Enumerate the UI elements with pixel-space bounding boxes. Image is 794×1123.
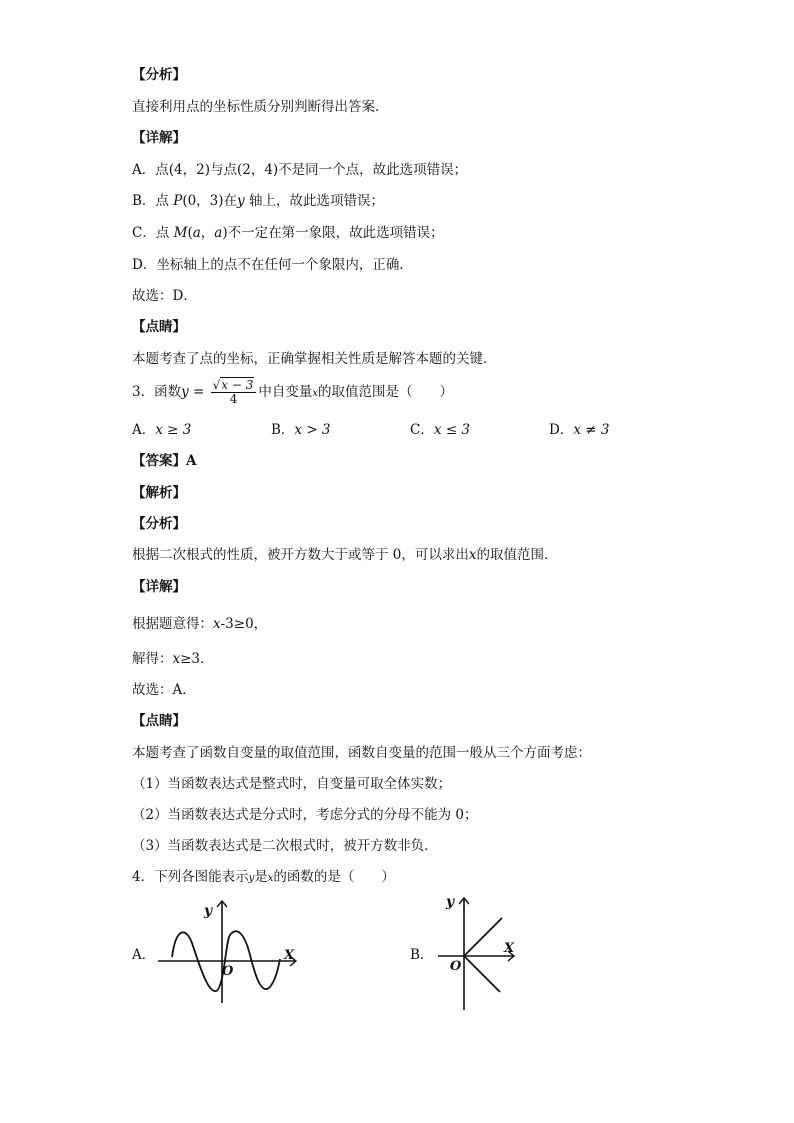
analysis-text-2 bbox=[132, 546, 558, 564]
text: B．点 bbox=[132, 193, 174, 209]
option-value: x ≠ 3 bbox=[573, 422, 610, 438]
text: (0，3)在 bbox=[182, 193, 238, 209]
remark-summary: 本题考查了函数自变量的取值范围，函数自变量的范围一般从三个方面考虑： bbox=[132, 745, 591, 761]
remark-point-3: （3）当函数表达式是二次根式时，被开方数非负． bbox=[132, 838, 438, 854]
option-b[interactable] bbox=[271, 421, 331, 439]
option-value: x > 3 bbox=[294, 422, 331, 438]
option-d[interactable] bbox=[549, 421, 609, 439]
option-a[interactable] bbox=[132, 421, 191, 439]
var-y: y bbox=[248, 873, 255, 884]
option-label: D． bbox=[549, 422, 574, 438]
origin-label: O bbox=[222, 964, 234, 979]
option-label: C． bbox=[410, 422, 434, 438]
equals: = bbox=[188, 384, 209, 400]
upper-ray bbox=[464, 918, 502, 956]
remark-text: 本题考查了点的坐标，正确掌握相关性质是解答本题的关键． bbox=[132, 351, 497, 367]
text: C．点 bbox=[132, 225, 174, 241]
text: 轴上，故此选项错误； bbox=[244, 193, 384, 209]
text: 解得： bbox=[132, 651, 173, 667]
heading-analysis: 【分析】 bbox=[132, 67, 186, 83]
figure-a-label[interactable]: A． bbox=[132, 947, 156, 963]
detail-option-c bbox=[132, 224, 444, 242]
text: 4．下列各图能表示 bbox=[132, 869, 249, 885]
var-y: y bbox=[237, 193, 245, 209]
question-4 bbox=[132, 868, 395, 888]
var-x: x bbox=[468, 547, 477, 563]
option-value: x ≤ 3 bbox=[433, 422, 470, 438]
var-y: y bbox=[181, 384, 189, 400]
text: 中自变量 bbox=[258, 384, 313, 400]
origin-label: O bbox=[450, 959, 462, 974]
text: )不一定在第一象限，故此选项错误； bbox=[222, 225, 444, 241]
answer: 【答案】A bbox=[132, 453, 197, 469]
y-axis-label: y bbox=[446, 894, 455, 910]
text: ≥3． bbox=[180, 651, 214, 667]
figure-b-label[interactable]: B． bbox=[410, 947, 434, 963]
var-p: P bbox=[173, 193, 183, 209]
heading-solution: 【解析】 bbox=[132, 485, 186, 501]
detail-option-d: D．坐标轴上的点不在任何一个象限内，正确． bbox=[132, 257, 413, 273]
text: 根据二次根式的性质，被开方数大于或等于 0，可以求出 bbox=[132, 547, 469, 563]
remark-point-1: （1）当函数表达式是整式时，自变量可取全体实数； bbox=[132, 776, 452, 792]
var-x: x bbox=[312, 388, 319, 399]
detail-solution bbox=[132, 650, 214, 668]
option-label: B． bbox=[271, 422, 295, 438]
analysis-text: 直接利用点的坐标性质分别判断得出答案． bbox=[132, 99, 389, 115]
option-label: A． bbox=[132, 422, 156, 438]
text: 的取值范围是（ ） bbox=[318, 384, 454, 400]
var-x: x bbox=[172, 651, 181, 667]
text: 3．函数 bbox=[132, 384, 182, 400]
text: 根据题意得： bbox=[132, 616, 213, 632]
heading-remark-2: 【点睛】 bbox=[132, 713, 186, 729]
heading-detail: 【详解】 bbox=[132, 130, 186, 146]
text: 的函数的是（ ） bbox=[273, 869, 395, 885]
var-x: x bbox=[213, 616, 221, 632]
heading-analysis-2: 【分析】 bbox=[132, 516, 186, 532]
denominator: 4 bbox=[229, 392, 238, 406]
lower-ray bbox=[464, 956, 500, 992]
radicand: x − 3 bbox=[221, 378, 254, 392]
var-m: M bbox=[173, 225, 188, 241]
y-axis-label: y bbox=[204, 903, 213, 919]
text: ， bbox=[200, 225, 215, 241]
text: ( bbox=[187, 225, 193, 241]
option-c[interactable] bbox=[410, 421, 470, 439]
question-3 bbox=[132, 374, 453, 412]
numerator: √x − 3 bbox=[211, 379, 257, 393]
conclusion: 故选：D． bbox=[132, 288, 197, 304]
var-x: x bbox=[267, 873, 274, 884]
option-value: x ≥ 3 bbox=[155, 422, 192, 438]
detail-option-b bbox=[132, 192, 384, 210]
heading-detail-2: 【详解】 bbox=[132, 579, 186, 595]
remark-point-2: （2）当函数表达式是分式时，考虑分式的分母不能为 0； bbox=[132, 807, 478, 823]
detail-condition bbox=[132, 615, 267, 633]
figure-b-v-graph[interactable] bbox=[436, 890, 526, 1015]
text: 是 bbox=[254, 869, 268, 885]
detail-option-a: A．点(4，2)与点(2，4)不是同一个点，故此选项错误； bbox=[132, 162, 468, 178]
fraction bbox=[211, 379, 257, 406]
heading-remark: 【点睛】 bbox=[132, 319, 186, 335]
conclusion-2: 故选：A． bbox=[132, 682, 196, 698]
figure-a-sine-graph[interactable] bbox=[158, 895, 308, 1005]
x-axis-label: X bbox=[284, 948, 295, 963]
var-a: a bbox=[192, 225, 201, 241]
text: -3≥0， bbox=[220, 616, 268, 632]
text: 的取值范围． bbox=[476, 547, 558, 563]
var-a: a bbox=[214, 225, 223, 241]
x-axis-label: X bbox=[504, 941, 515, 956]
